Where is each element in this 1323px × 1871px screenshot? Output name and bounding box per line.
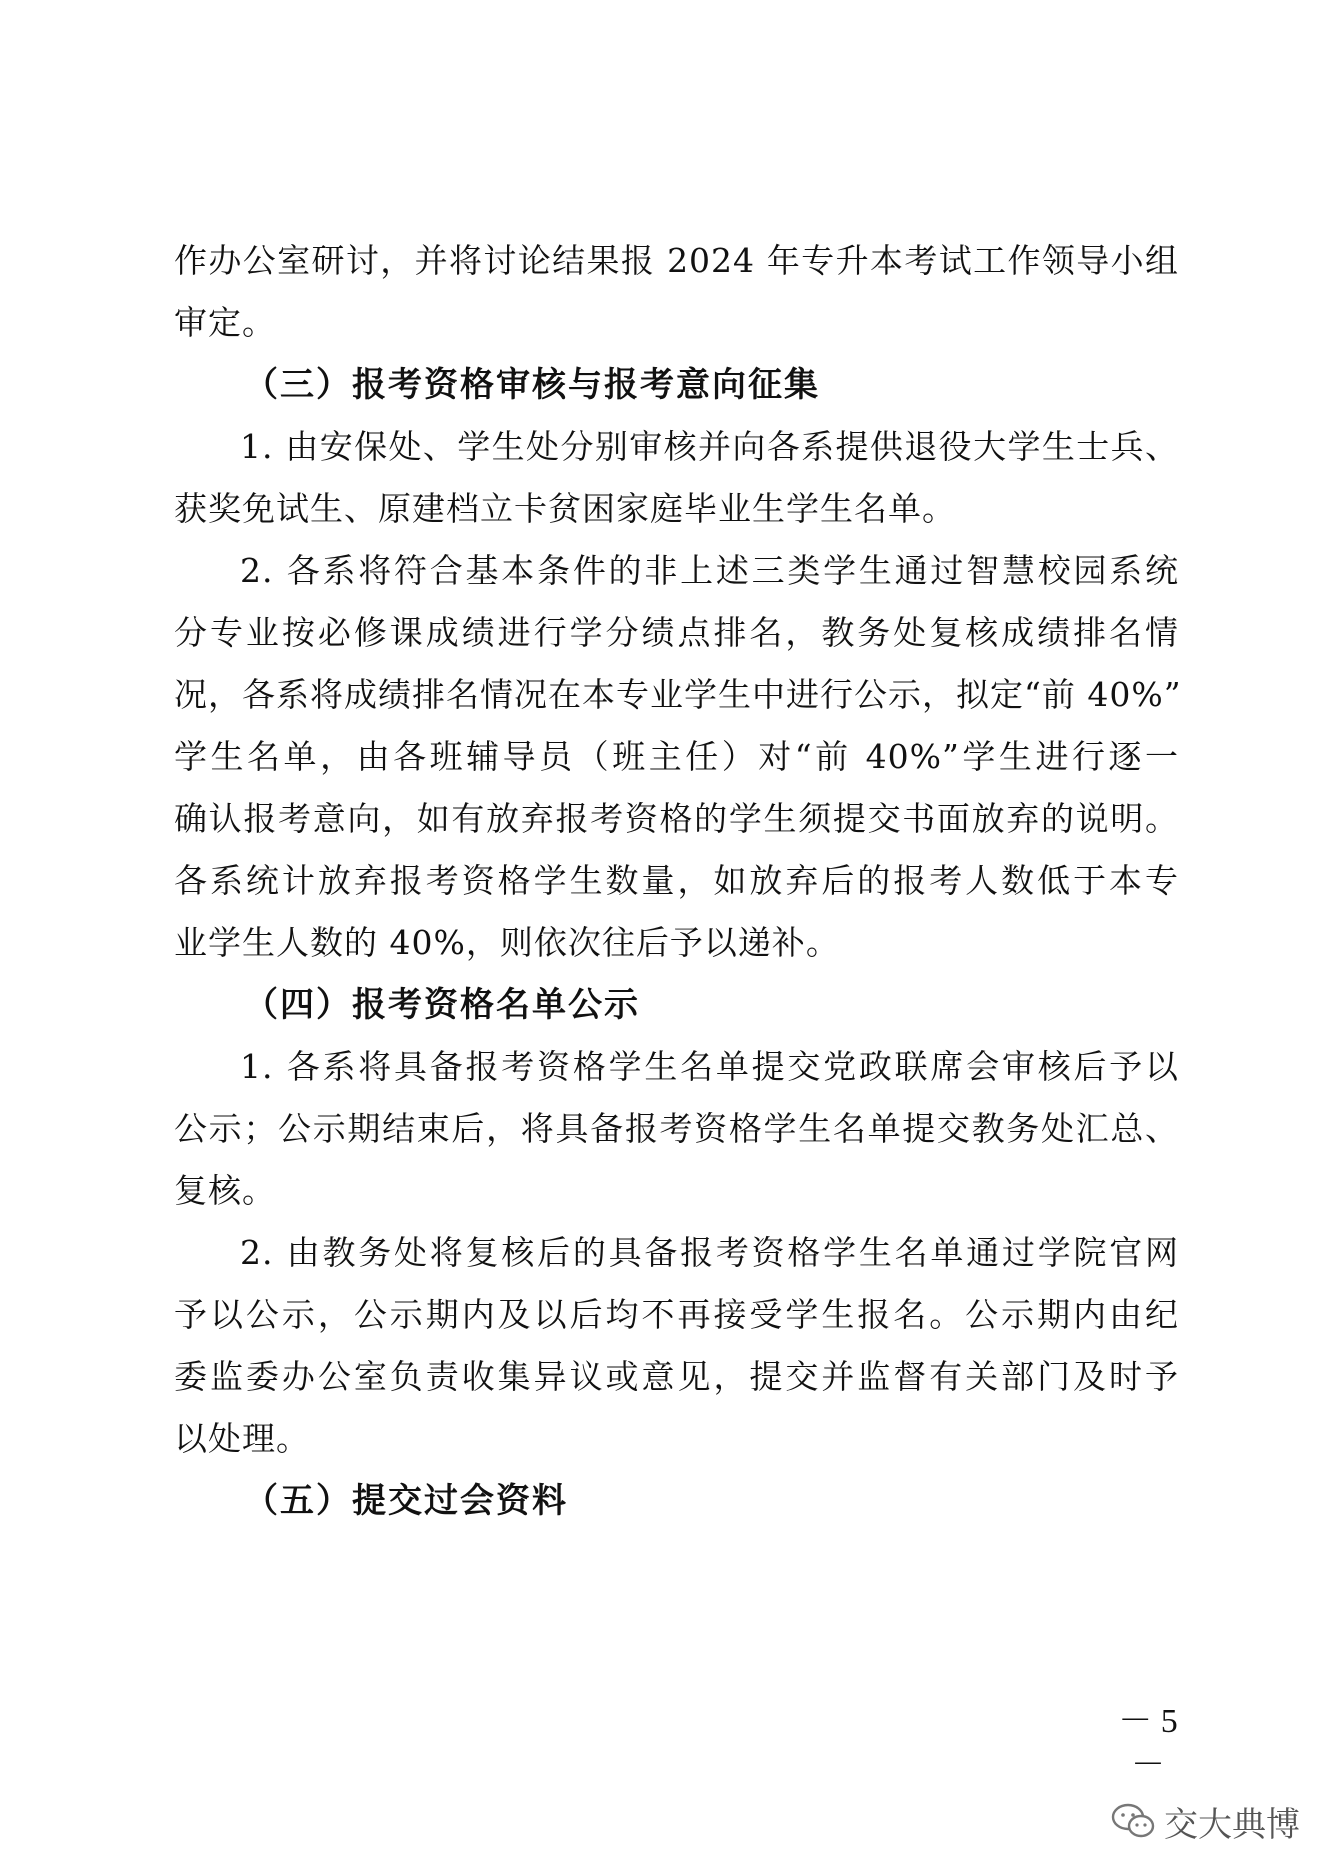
body-line: 况，各系将成绩排名情况在本专业学生中进行公示，拟定“前 40%”	[174, 675, 1182, 714]
body-line: 1. 各系将具备报考资格学生名单提交党政联席会审核后予以	[240, 1047, 1179, 1086]
body-line: 2. 由教务处将复核后的具备报考资格学生名单通过学院官网	[240, 1233, 1179, 1272]
wechat-icon	[1110, 1802, 1156, 1840]
body-line: 复核。	[174, 1171, 276, 1210]
body-line: 学生名单，由各班辅导员（班主任）对“前 40%”学生进行逐一	[174, 737, 1179, 776]
section-heading: （四）报考资格名单公示	[244, 985, 640, 1025]
body-line: 获奖免试生、原建档立卡贫困家庭毕业生学生名单。	[174, 489, 956, 528]
body-line: 确认报考意向，如有放弃报考资格的学生须提交书面放弃的说明。	[174, 799, 1179, 838]
body-line: 审定。	[174, 303, 276, 342]
section-heading: （三）报考资格审核与报考意向征集	[244, 365, 820, 405]
body-line: 作办公室研讨，并将讨论结果报 2024 年专升本考试工作领导小组	[174, 241, 1179, 280]
body-line: 1. 由安保处、学生处分别审核并向各系提供退役大学生士兵、	[240, 427, 1179, 466]
section-heading: （五）提交过会资料	[244, 1481, 568, 1521]
watermark	[1110, 1796, 1300, 1846]
body-line: 各系统计放弃报考资格学生数量，如放弃后的报考人数低于本专	[174, 861, 1179, 900]
body-line: 予以公示，公示期内及以后均不再接受学生报名。公示期内由纪	[174, 1295, 1179, 1334]
body-line: 委监委办公室负责收集异议或意见，提交并监督有关部门及时予	[174, 1357, 1179, 1396]
document-body	[174, 230, 1182, 1532]
page-number: － 5 －	[1118, 1703, 1178, 1784]
body-line: 以处理。	[174, 1419, 310, 1458]
body-line: 业学生人数的 40%，则依次往后予以递补。	[174, 923, 840, 962]
watermark-text: 交大典博	[1164, 1804, 1300, 1845]
body-line: 公示；公示期结束后，将具备报考资格学生名单提交教务处汇总、	[174, 1109, 1179, 1148]
body-line: 2. 各系将符合基本条件的非上述三类学生通过智慧校园系统	[240, 551, 1179, 590]
body-line: 分专业按必修课成绩进行学分绩点排名，教务处复核成绩排名情	[174, 613, 1179, 652]
